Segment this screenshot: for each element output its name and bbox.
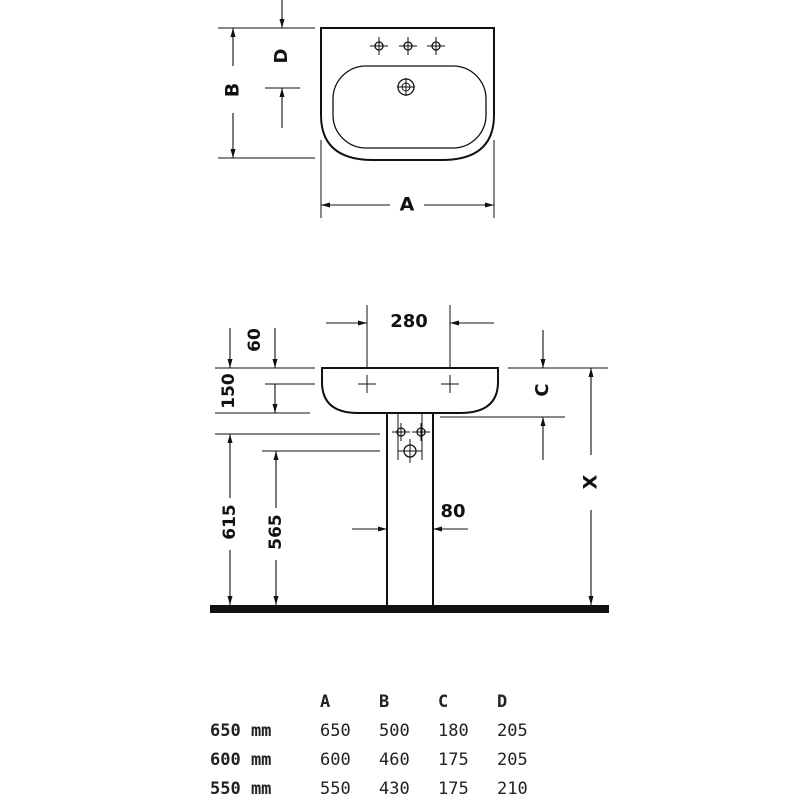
dimension-x	[580, 368, 602, 605]
dimension-80	[352, 501, 468, 529]
table-header-b: B	[379, 692, 390, 712]
row-label: 650 mm	[210, 721, 272, 741]
cell-c: 175	[438, 750, 469, 770]
tap-symbol-right	[441, 375, 459, 393]
cell-a: 550	[320, 779, 351, 799]
dimension-d	[271, 0, 292, 128]
basin-side-outline	[322, 368, 498, 413]
cell-d: 210	[497, 779, 528, 799]
side-view	[210, 305, 609, 613]
floor-line	[210, 605, 609, 613]
table-header-c: C	[438, 692, 449, 712]
label-b: B	[221, 82, 244, 98]
cell-d: 205	[497, 721, 528, 741]
label-150: 150	[219, 373, 239, 409]
label-280: 280	[390, 311, 428, 332]
label-d: D	[271, 48, 292, 64]
dimension-b	[222, 28, 244, 158]
cell-a: 600	[320, 750, 351, 770]
label-c: C	[532, 383, 553, 397]
cell-b: 460	[379, 750, 410, 770]
tap-hole-icon-center	[399, 37, 417, 55]
label-a: A	[399, 193, 415, 216]
label-x: X	[579, 474, 602, 490]
label-80: 80	[440, 501, 466, 522]
cell-c: 175	[438, 779, 469, 799]
drain-icon	[397, 78, 415, 96]
tap-hole-icon-right	[427, 37, 445, 55]
label-565: 565	[266, 514, 286, 550]
cell-b: 430	[379, 779, 410, 799]
label-615: 615	[220, 504, 240, 540]
dimension-c	[532, 330, 553, 460]
dimension-565	[266, 451, 286, 605]
dimension-a	[321, 194, 494, 216]
table-row	[210, 717, 556, 746]
cell-d: 205	[497, 750, 528, 770]
label-60: 60	[245, 328, 265, 352]
cell-c: 180	[438, 721, 469, 741]
dimension-615	[220, 434, 240, 605]
table-row	[210, 746, 556, 775]
row-label: 600 mm	[210, 750, 272, 770]
cell-b: 500	[379, 721, 410, 741]
dimension-150	[219, 373, 275, 413]
cell-a: 650	[320, 721, 351, 741]
tap-hole-icon-left	[370, 37, 388, 55]
table-header-blank	[210, 688, 320, 717]
table-header-d: D	[497, 692, 508, 712]
bowl-outline	[333, 66, 486, 148]
dimensions-table	[210, 688, 556, 804]
tap-symbol-left	[358, 375, 376, 393]
row-label: 550 mm	[210, 779, 272, 799]
table-header-row	[210, 688, 556, 717]
dimension-60	[230, 328, 275, 368]
top-view	[218, 0, 494, 218]
table-header-a: A	[320, 692, 331, 712]
dimension-280	[326, 311, 494, 332]
